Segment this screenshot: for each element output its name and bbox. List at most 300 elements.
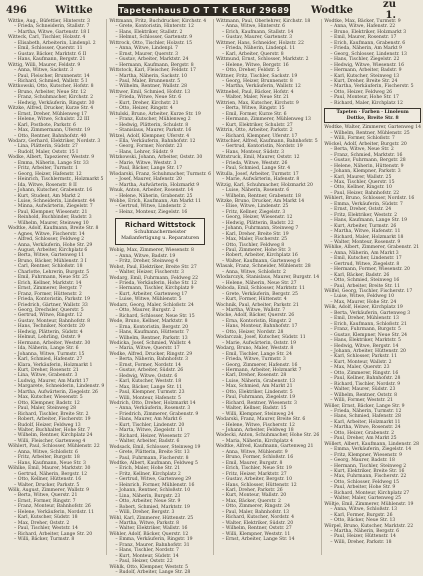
directory-entry: – Erich, Maler, Hohe Str. 21 <box>115 466 181 472</box>
directory-entry: Wöhlke, Emil, Maurer, Marktstr. 30 <box>8 466 91 472</box>
directory-entry: – Paul, Heizer, Hüttenstr. 14 <box>330 534 396 540</box>
directory-entry: Wöller, Ernst, Bäcker, Lange Str. 9 <box>324 403 405 409</box>
directory-entry: Wlodarski, Franz, Schuhmacher, Turmstr. 6 <box>109 171 211 177</box>
directory-entry: Witzke, Bruno, Drucker, Am Markt 14 <box>216 198 305 204</box>
directory-entry: – Frieda, Witwe, Weststr. 26 <box>222 160 288 166</box>
directory-entry: – Hermann, Tischler, Steinweg 2 <box>330 463 407 469</box>
ad-line-1: Schuhmachermeister <box>134 230 187 236</box>
directory-entry: – Hans, Tischler, Ziegelstr. 22 <box>330 57 400 63</box>
directory-entry: – Paul, Zimmerer, Hohe Str. 3 <box>222 248 291 254</box>
directory-entry: – Anna, Witwe, Schloßstr. 2 <box>222 269 286 275</box>
directory-entry: – Max, Tischler, Querstr. 15 <box>330 179 395 185</box>
directory-entry: – Hans, Monteur, Südstr. 3 <box>222 149 285 155</box>
directory-entry: – Wilhelm, Rentner, Wallstr. 28 <box>115 84 188 90</box>
directory-entry: – Gustav, Arbeiter, Bergstr. 10 <box>222 477 293 483</box>
boxed-advertisement <box>324 108 421 123</box>
directory-entry: – Hans, Schmied, Hafenstr. 28 <box>330 414 401 420</box>
directory-entry: – Max, Dreher, Oststr. 2 <box>14 520 70 526</box>
directory-entry: – Rudolf, Arbeiter, Lange Str. 28 <box>115 570 191 576</box>
column-2 <box>107 19 214 576</box>
directory-entry: Wodke, Alfred, Drucker, Ringstr. 29 <box>109 351 193 357</box>
directory-entry: Witteck, Carl, Tischler, Holzstr. 4 <box>8 35 86 41</box>
directory-entry: – Helene, Witwe, Bergstr. 16 <box>222 62 289 68</box>
directory-entry: – Willi, Dreher, Parkstr. 18 <box>330 539 392 545</box>
directory-entry: Wodarz, Georg, Maler, Schloßstr. 24 <box>109 302 194 308</box>
directory-entry: – Emma, Verkäuferin, Südstr. 7 <box>330 201 403 207</box>
directory-entry: – Otto, Zimmerer, Ringstr. 24 <box>222 504 291 510</box>
directory-entry: Wittstock, Karl, Fleischer, Feldstr. 17 <box>109 68 196 74</box>
directory-entry: – Georg, Heizer, Hafenstr. 12 <box>14 171 82 177</box>
directory-entry: – Paul, Klempner, Turmstr. 23 <box>115 390 185 396</box>
directory-entry: – Emil, Kutscher, Lindenstr. 17 <box>330 256 402 262</box>
directory-entry: Wittmund, Ernst, Schlosser, Marktstr. 2 <box>216 57 309 63</box>
directory-entry: – Hans, Elektriker, Stallstr. 2 <box>115 29 183 35</box>
directory-entry: – Marie, Aufwärterin, Hafenstr. 8 <box>222 177 300 183</box>
directory-entry: – Martha, Näherin, Sackstr. 10 <box>115 73 188 79</box>
directory-entry: – Georg, Maurer, Badstr. 18 <box>330 458 395 464</box>
directory-entry: – Frieda, Schneiderin, Stallstr. 7 <box>14 24 90 30</box>
directory-entry: – Max, Maler, Fischerstr. 25 <box>222 237 288 243</box>
directory-entry: – Anna, Witwe, Mühlenstr. 9 <box>222 449 288 455</box>
directory-entry: – Paul, Bäcker, Lange Str. 17 <box>115 166 183 172</box>
directory-entry: – Frieda, Kontoristin, Parkstr. 19 <box>14 297 91 303</box>
directory-entry: – Rudolf, Maler, Oststr. 15 I <box>14 149 78 155</box>
directory-entry: Wodke, Albert, Tapezierer, Weststr. 9 <box>8 155 95 161</box>
directory-entry: – Richard, Kutscher, Nordstr. 4 <box>222 515 295 521</box>
directory-entry: Wodarczak, Josef, Kutscher, Südstr. 11 <box>216 335 306 341</box>
directory-entry: – Berta, Witwe, Neue Str. 2 <box>330 147 394 153</box>
page-header <box>6 0 396 21</box>
banner-mid-text: D O T T K E <box>182 5 238 15</box>
directory-entry: – Martha, Witwe, Parkstr. 8 <box>115 520 180 526</box>
ad-line-2: Maßanfertigung u. Reparaturen <box>121 236 200 242</box>
directory-entry: – Anna, Witwe, Schloßstr. 13 <box>330 507 398 513</box>
directory-entry: – Richard, Monteur, Kirchplatz 27 <box>330 490 410 496</box>
directory-entry: Wölk, August, Zimmerer, Wallstr. 9 <box>8 487 90 493</box>
directory-entry: Wittrock, Otto, Tischler, Holzstr. 15 <box>109 40 193 46</box>
directory-entry: – Martha, Witwe, Rosenstr. 24 <box>330 425 401 431</box>
directory-entry: Wodarg, Bruno, Maler, Weststr. 8 <box>216 346 294 352</box>
directory-entry: – Helmut, Lehrling, Oststr. 9 <box>14 335 81 341</box>
directory-entry: – Heinrich, Tischlermstr., Holzmarkt 5 <box>14 177 104 183</box>
directory-entry: – Paul, Dreher, Am Markt 25 <box>330 436 397 442</box>
directory-entry: – Emil, Maurer, Rosenstr. 17 <box>330 35 397 41</box>
directory-entry: – Max, Zimmermann, Uferstr. 19 <box>14 128 91 134</box>
directory-entry: – Berta, Näherin, Bahnhofstr. 3 <box>115 357 189 363</box>
directory-entry: – Luise, Witwe, Feldweg 10 <box>330 294 394 300</box>
directory-entry: – Kurt, Elektriker, Breite Str. 16 <box>330 468 405 474</box>
directory-entry: – Marta, Witwe, Ziegelstr. 11 <box>115 428 183 434</box>
directory-entry: – Charlotte, Lehrerin, Burgstr. 5 <box>14 269 90 275</box>
directory-entry: – Otto, Schlosser, Feldweg 15 <box>330 479 400 485</box>
directory-entry: Wobig, Max, Zimmerer, Wiesenstr. 8 <box>109 248 194 254</box>
directory-entry: Wittmann, Paul, Oberlehrer, Kirchstr. 18 <box>216 19 311 24</box>
directory-entry: – Robert, Arbeiter, Kirchplatz 16 <box>222 253 298 259</box>
directory-entry: Wobbe, Erich, Kaufmann, Am Markt 11 <box>109 198 201 204</box>
directory-entry: – Hermann, Kaufmann, Bergstr. 8 <box>115 62 194 68</box>
directory-entry: – Friedrich, Zimmerer, Grabenstr. 9 <box>115 411 199 417</box>
directory-entry: – Martha, Verkäuferin, Fischerstr. 5 <box>330 84 414 90</box>
directory-entry: – Frieda, Witwe, Neue Str. 6 <box>115 95 182 101</box>
directory-entry: – Wilhelm, Rentner, Kirchplatz 24 <box>14 433 93 439</box>
directory-entry: – Willi, Monteur, Hafenstr. 5 <box>115 395 181 401</box>
directory-entry: – Otto, Klempner, Badstr. 12 <box>14 400 80 406</box>
column-4 <box>322 19 423 555</box>
directory-entry: Wodarg, Emil, Fuhrmann, Feldweg 22 <box>109 275 199 281</box>
directory-entry: – Lina, Plätterin, Südstr. 27 <box>14 144 78 150</box>
directory-entry: – Emma, Näherin, Lange Str. 33 <box>14 160 89 166</box>
display-advertisement <box>115 218 205 245</box>
directory-entry: Wittmann, Fritz, Buchdrucker, Kirchstr. 4 <box>109 19 207 24</box>
directory-entry: – Bruno, Elektriker, Holzmarkt 3 <box>330 29 407 35</box>
directory-entry: – Maria, Näherin, Kirchplatz 4 <box>222 438 293 444</box>
directory-entry: – Luise, Näherin, Grabenstr. 13 <box>222 378 296 384</box>
directory-entry: Wöhler, Adolf, Bäcker, Querstr. 12 <box>109 531 189 537</box>
directory-entry: Witzig, Karl, Schuhmacher, Holzmarkt 20 <box>216 182 313 188</box>
directory-entry: – Paul, Maler, Bahnhofstr. 13 <box>222 509 290 515</box>
directory-entry: – Marie, Witwe, Weststr. 3 <box>115 160 177 166</box>
directory-entry: – Hedwig, Witwe, Oststr. 6 <box>115 373 178 379</box>
directory-entry: – Max, Kutscher, Wiesenstr. 5 <box>14 395 83 401</box>
directory-entry: – Max, Fuhrmann, Fischerstr. 22 <box>330 474 407 480</box>
directory-entry: – Karl, Kutscher, Weststr. 18 <box>115 379 182 385</box>
directory-entry: – Hedwig, Witwe, Wiesenstr. 16 <box>330 62 405 68</box>
directory-entry: Wörpel, Bruno, Kutscher, Marktstr. 22 <box>324 523 414 529</box>
directory-entry: Wodrich, Otto, Dreher, Holzmarkt 14 <box>109 401 196 406</box>
directory-entry: – Anna, Witwe, Hafenstr. 22 <box>330 24 396 30</box>
directory-entry: – August, Arbeiter, Kirchplatz 6 <box>14 248 88 254</box>
directory-entry: – Paul, Schmied, Lange Str. 4 <box>222 166 291 172</box>
directory-entry: Wode, Bruno, Kellner, Marktstr. 8 <box>109 319 188 325</box>
directory-entry: Wittkowski, Otto, Kutscher, Hofstr. 8 <box>8 84 94 90</box>
directory-entry: – Paul, Fuhrmann, Fischerstr. 8 <box>115 455 189 461</box>
directory-entry: – Frieda, Witwe, Turmstr. 3 <box>222 357 286 363</box>
directory-entry: Wöltje, Emil, Zimmerer, Mühlenstr. 19 <box>324 501 414 507</box>
directory-entry: – Franz, Fuhrmann, Burgstr. 5 <box>330 327 401 333</box>
directory-entry: – Ida, Witwe, Rosenstr. 8 II <box>14 182 77 188</box>
directory-entry: – Walter, Maurer, Südstr. 23 <box>330 387 396 393</box>
directory-entry: – Fritz, Kellner, Ziegelstr. 3 <box>222 209 286 215</box>
directory-entry: – Wilhelm, Rentner, Mühlenstr. 25 <box>330 130 410 136</box>
directory-entry: – Gertrud, Witwe, Lindenstr. 2 <box>115 204 186 210</box>
directory-entry: Witzkowski, Johann, Arbeiter, Oststr. 30 <box>109 155 203 161</box>
directory-entry: Wodarz, Gerhard, Elektriker, Nordstr. 3 <box>8 138 101 144</box>
directory-entry: Witulla, Josef, Arbeiter, Turmstr. 17 <box>216 171 299 177</box>
directory-entry: – Otto, Heizer, Nordstr. 28 <box>222 329 284 335</box>
directory-entry: Wlasak, Franz, Schneider, Mühlenstr. 28 <box>216 264 311 270</box>
directory-entry: – Gustav, Arbeiter, Marktstr. 24 <box>115 57 189 63</box>
directory-entry: – Emil, Tischler, Lange Str. 24 <box>222 351 292 357</box>
directory-entry: – Paul, Heizer, Bahnhofstr. 22 <box>330 190 400 196</box>
directory-entry: – Anna, Verkäuferin, Hohe Str. 29 <box>14 242 93 248</box>
directory-entry: – Otto, Kellner, Ringstr. 10 <box>330 185 392 191</box>
directory-entry: – Margarete, Schneiderin, Lindenstr. 9 <box>14 384 105 390</box>
column-2-bottom-list <box>109 248 211 575</box>
directory-entry: – Georg, Schlosser, Lindenstr. 13 <box>330 51 407 57</box>
directory-entry: – Friedrich, Gärtner, Wallstr. 33 <box>14 302 88 308</box>
directory-entry: – Anna, Witwe, Badstr. 19 <box>115 253 176 259</box>
page-number-right: zu 1. <box>383 0 396 21</box>
directory-entry: – Ernst, Dreher, Oststr. 24 <box>330 207 392 213</box>
directory-entry: – Frieda, Näherin, Lindenpl. 11 <box>222 46 296 52</box>
directory-entry: – Richard, Schlosser, Neue Str. 15 <box>115 313 195 319</box>
directory-entry: – Hedwig, Witwe, Bergstr. 14 <box>330 343 399 349</box>
directory-entry: – Frieda, Verkäuferin, Hohe Str. 12 <box>115 281 197 287</box>
directory-entry: – Johann, Kutscher, Grabenstr. 16 <box>14 188 93 194</box>
directory-entry: Wölfel, Georg, Tischler, Fischerstr. 17 <box>324 289 413 295</box>
directory-entry: – Richard, Klempner, Uferstr. 17 <box>222 133 298 139</box>
directory-entry: – Robert, Schmied, Marktstr. 19 <box>115 504 190 510</box>
directory-entry: Wittke, Aug., Büfettier, Hinterstr. 3 <box>8 19 90 24</box>
directory-entry: – Emil, Dreher, Mühlenstr. 13 <box>330 316 399 322</box>
directory-entry: Wittwer, Emil, Schmied, Hofstr. 13 <box>109 89 191 95</box>
directory-entry: – Hermann, Tischler, Kirchplatz 9 <box>115 286 194 292</box>
directory-entry: – Richard, Maler, Kirchplatz 12 <box>330 100 403 106</box>
directory-entry: – Johann, Fuhrmann, Steinweg 7 <box>222 226 299 232</box>
directory-entry: – Anna, Witwe, Schloßstr. 6 <box>14 449 78 455</box>
directory-entry: – Josef, Maurer, Hafenstr. 20 <box>115 177 182 183</box>
directory-entry: – Bruno, Bäcker, Mühlenstr. 3 I <box>14 258 87 264</box>
directory-entry: – Paul, Arbeiter, Hohe Str. 9 <box>330 485 396 491</box>
directory-entry: – Berta, Witwe, Querstr. 21 <box>14 493 78 499</box>
directory-entry: – Hans, Techniker, Nordstr. 20 <box>14 324 85 330</box>
directory-entry: – Hedwig, Plätterin, Badstr. 22 <box>222 220 294 226</box>
directory-entry: – Willi, Bäcker, Turmstr. 8 <box>14 537 75 543</box>
directory-entry: Wittner, Fritz, Tischler, Sackstr. 19 <box>216 73 298 79</box>
directory-entry: – Walter, Arbeiter, Badstr. 6 <box>115 439 180 445</box>
directory-entry: Wodsack, Emil, Schlosser, Steinweg 19 <box>109 444 201 450</box>
directory-entry: – Franz, Monteur, Bahnhofstr. 26 <box>14 504 91 510</box>
directory-entry: – Otto, Dreher, Feldstr. 5 <box>222 68 280 74</box>
directory-entry: – Franz, Kutscher, Mühlenweg 2 <box>115 117 191 123</box>
directory-entry: – Gertrud, Kontoristin, Nordstr. 19 <box>222 144 303 150</box>
directory-entry: – Agnes, Witwe, Fischerstr. 14 <box>14 231 85 237</box>
directory-columns <box>6 19 421 576</box>
directory-entry: – Carl, Rentner, Schloßstr. 18 <box>14 264 83 270</box>
directory-entry: – Hans, Maurer, Am Markt 6 <box>115 417 182 423</box>
directory-entry: – Ludwig, Maurer, Am Markt 17 <box>14 378 89 384</box>
directory-entry: – Willi, Klempner, Steinweg 24 <box>222 411 294 417</box>
directory-entry: Wochnik, Paul, Arbeiter, Parkstr. 21 <box>216 302 299 308</box>
directory-entry: – Hans, Lehrer, Südstr. 9 <box>115 149 174 155</box>
directory-entry: – Georg, Heizer, Wiesenstr. 12 <box>222 215 293 221</box>
directory-entry: – Marie, Aufwärterin, Oststr. 19 <box>222 340 297 346</box>
directory-entry: – Fritz, Elektriker, Weststr. 2 <box>330 212 398 218</box>
directory-entry: – Otto, Schmied, Steinweg 16 <box>330 278 400 284</box>
running-head-left: Wittke <box>55 4 93 16</box>
column-4-bottom-list <box>324 125 421 545</box>
directory-entry: – Fritz, Arbeiter, Turmstr. 1 <box>14 166 78 172</box>
directory-entry: – Rudolf, Heizer, Feldweg 13 <box>14 422 81 428</box>
directory-entry: Wobst, Paul, Elektriker, Breite Str. 27 <box>109 264 197 270</box>
directory-entry: – Frieda, Näherin, Turmstr. 12 <box>330 409 402 414</box>
directory-entry: – Anna, Witwe, Lindenpl. 7 <box>115 46 178 52</box>
directory-entry: – Kurt, Dreher, Kirchstr. 21 <box>115 100 179 106</box>
directory-entry: Woboda, Emil, Schlosser, Marktstr. 11 <box>216 286 305 292</box>
directory-entry: – Georg, Zimmerer, Hafenstr. 16 <box>222 362 298 368</box>
directory-entry: – Hans, Kaufmann, Hüttenstr. 7 <box>115 330 189 336</box>
directory-entry: – Erich, Kellner, Marktstr. 14 <box>14 280 82 286</box>
directory-entry: – Max, Maler, Querstr. 23 <box>330 365 390 371</box>
directory-entry: – Otto, Zimmerer, Ringstr. 16 <box>330 370 399 376</box>
directory-entry: – Hans, Tischler, Nordstr. 7 <box>115 548 179 554</box>
directory-entry: – Richard, Tischler, Breite Str. 2 <box>14 411 89 417</box>
directory-entry: – Paul, Tischler, Weststr. 14 <box>14 526 78 532</box>
directory-entry: – Wilhelm, Rentner, Grabenstr. 18 <box>222 193 301 199</box>
directory-entry: Wöllert, Albert, Kaufmann, Lindenstr. 28 <box>324 441 419 447</box>
directory-entry: – Karl, Postbote, Parkstr. 6 <box>14 122 76 128</box>
directory-entry: – Gertrud, Witwe, Ringstr. 12 <box>14 313 83 319</box>
directory-entry: – Frieda, Näherin, Am Markt 9 <box>330 46 402 52</box>
directory-entry: – Johanna, Witwe, Turmstr. 15 <box>14 351 85 357</box>
directory-entry: – Elise, Witwe, Lindenstr. 25 <box>222 204 289 210</box>
directory-entry: – Hedwig, Plätterin, Südstr. 4 <box>14 329 83 335</box>
directory-entry: – Max, Bäcker, Querstr. 2 <box>222 498 281 504</box>
directory-entry: – Otto, Rentner, Bahnhofstr. 40 <box>14 133 87 139</box>
directory-entry: – Helmut, Schlosser, Gartenstr. 9 <box>115 35 193 41</box>
directory-entry: – Otto, Heizer, Grabenstr. 2 <box>330 430 395 436</box>
directory-entry: – Franz, Schuhmacher, Kirchstr. 2 <box>14 95 94 101</box>
directory-entry: – Otto, Heizer, Ringstr. 4 <box>115 106 173 112</box>
directory-entry: – Franz, Former, Hüttenstr. 2 <box>14 291 82 297</box>
directory-entry: – Paul, Fuhrmann, Ziegelstr. 19 <box>222 395 296 401</box>
directory-entry: – Anna, Witwe, Sackstr. 3 <box>14 68 74 74</box>
directory-entry: – Otto, Arbeiter, Neue Str. 9 <box>115 499 181 505</box>
directory-entry: – Paul, Fleischer, Brunnenstr. 14 <box>14 73 90 79</box>
directory-entry: – Anna, Verkäuferin, Rosenstr. 3 <box>115 406 191 412</box>
directory-entry: Wodicka, Josef, Schmied, Wallstr. 4 <box>109 341 191 347</box>
directory-entry: Wodtke, Albert, Kaufmann, Feldweg 5 <box>109 460 198 466</box>
directory-entry: – Erna, Kontoristin, Bergstr. 20 <box>115 324 189 330</box>
directory-entry: – Johann, Arbeiter, Feldweg 18 <box>222 427 294 433</box>
directory-entry: – Martha, Witwe, Gartenstr. 18 I <box>14 29 90 35</box>
directory-entry: – Otto, Maurer, Burgstr. 2 <box>115 308 176 314</box>
directory-entry: – Kurt, Student, Am Markt 2 <box>14 193 81 199</box>
directory-entry: – Otto, Elektriker, Lindenstr. 5 <box>222 389 293 395</box>
directory-entry: – Otto, Tischler, Feldweg 8 <box>222 242 285 248</box>
directory-entry: – Erna, Kontoristin, Ringstr. 2 <box>222 318 292 324</box>
directory-entry: Wölk, Adolf, Heizer, Kirchplatz 19 <box>324 305 403 311</box>
directory-entry: – Karl, Schlosser, Parkstr. 11 <box>330 354 397 360</box>
directory-entry: – Ernst, Former, Ringstr. 7 <box>14 498 76 504</box>
directory-entry: – Richard, Tischler, Nordstr. 9 <box>330 381 401 387</box>
directory-entry: – Richard, Maler, Holzmarkt 18 <box>330 234 404 240</box>
directory-entry: – Karl, Maurer, Wallstr. 25 <box>330 174 392 180</box>
directory-entry: Wöhlert, Bruno, Schlosser, Nordstr. 16 <box>324 196 415 202</box>
directory-entry: – Hedwig, Plätterin, Schulstr. 8 <box>115 122 189 128</box>
column-3 <box>214 19 322 555</box>
boxad-line-2: Dottke, Breite Str. 8 <box>346 115 399 121</box>
directory-entry: – Bruno, Former, Schloßstr. 16 <box>222 455 294 461</box>
directory-entry: – Max, Maurer, Hohe Str. 24 <box>330 299 397 305</box>
directory-entry: – Gustav, Monteur, Bahnhofstr. 8 <box>14 318 91 324</box>
directory-entry: Wöhlk, Otto, Klempner, Weststr. 5 <box>109 564 189 570</box>
directory-entry: – Ernst, Former, Nordstr. 14 <box>115 362 181 368</box>
directory-entry: – Karl, Arbeiter, Holzmarkt 11 <box>330 419 401 425</box>
directory-entry: – Karl, Kutscher, Steinweg 13 <box>330 73 400 79</box>
directory-entry: Wnuk, Anton, Arbeiter, Rosenstr. 14 <box>109 188 194 194</box>
directory-entry: – Ida, Näherin, Lange Str. 6 <box>14 346 79 352</box>
directory-entry: – Willi, Former, Weststr. 21 <box>330 398 393 404</box>
directory-entry: – Wilhelm, Rentner, Oststr. 8 <box>330 392 398 398</box>
directory-entry: – Gertrud, Witwe, Ziegelstr. 8 <box>330 261 400 267</box>
directory-entry: – Walter, Elektriker, Wallstr. 16 <box>115 526 188 532</box>
directory-entry: – Richard, Rentner, Wiesenstr. 3 <box>222 400 297 406</box>
banner-left-text: Tapetenhaus <box>118 5 182 15</box>
column-2-top-list <box>109 19 211 215</box>
directory-entry: – Grete, Plätterin, Breite Str. 13 <box>115 450 190 456</box>
directory-entry: – Gertrud, Näherin, Bergstr. 12 <box>14 471 88 477</box>
directory-entry: – Anna, Witwe, Hinterstr. 6 <box>222 24 286 30</box>
directory-entry: Wittrin, Otto, Arbeiter, Parkstr. 2 <box>216 128 293 134</box>
directory-entry: – Emil, Former, Kurze Str. 6 <box>222 111 287 117</box>
directory-entry: – Kurt, Monteur, Wallstr. 20 <box>222 493 287 499</box>
directory-entry: – Hans, Kaufmann, Lange Str. 19 <box>330 218 408 224</box>
directory-entry: – Max, Bäcker, Lange Str. 11 <box>115 384 183 390</box>
directory-entry: – Georg, Former, Nordstr. 23 <box>115 144 183 150</box>
directory-entry: – Erich, Kaufmann, Schloßstr. 21 <box>330 321 407 327</box>
directory-entry: – Ernst, Maurer, Querstr. 3 <box>115 51 179 57</box>
directory-entry: – Paul, Maler, Steinweg 28 <box>14 406 77 412</box>
directory-entry: – Helene, Näherin, Grabenstr. 25 <box>115 193 193 199</box>
directory-entry: – Ernst, Zimmerer, Bergstr. 7 <box>14 286 82 292</box>
directory-entry: – Alfred, Schlosser, Feldweg 2 <box>14 237 85 243</box>
directory-entry: – Karl, Dreher, Rosenstr. 28 <box>222 373 287 379</box>
directory-entry: – Paul, Arbeiter, Breite Str. 11 <box>330 283 401 289</box>
directory-entry: – Heinrich, Former, Mühlenstr. 16 <box>115 482 195 488</box>
directory-entry: – Helene, Witwe, Schulstr. 22 III <box>14 117 90 123</box>
directory-entry: – Walter, Kaufmann, Gartenweg 6 <box>222 258 301 264</box>
directory-entry: – Gustav, Bäcker, Marktstr. 6 II <box>14 51 87 57</box>
directory-entry: – Hermann, Former, Wiesenstr. 20 <box>330 267 410 273</box>
directory-entry: – Kurt, Arbeiter, Turmstr. 26 <box>330 223 397 229</box>
directory-entry: – Karl, Schmied, Hafenstr. 27 <box>14 357 83 363</box>
directory-entry: Wodarski, Franz, Maurer, Breite Str. 6 <box>216 417 306 423</box>
directory-entry: – Wilhelm, Maurer, Steinweg 10 <box>14 220 89 226</box>
directory-entry: – Kurt, Dreher, Breite Str. 24 <box>330 78 398 84</box>
directory-entry: – Hans, Elektriker, Marktstr. 5 <box>330 338 401 344</box>
directory-entry: – Fritz, Klempner, Wiesenstr. 9 <box>330 452 402 458</box>
directory-entry: – Minna, Aufwärterin, Ziegelstr. 7 <box>14 204 93 210</box>
directory-entry: – Fritz, Kellner, Kirchplatz 2 <box>115 471 181 477</box>
directory-entry: – Richard, Arbeiter, Lange Str. 20 <box>14 531 93 537</box>
directory-entry: – Gustav, Maurer, Gartenstr. 3 <box>222 35 293 41</box>
banner-right-text: Ruf 29689 <box>239 5 290 15</box>
directory-entry: – Maria, Witwe, Querstr. 17 <box>115 346 180 352</box>
directory-entry: – Lina, Witwe, Grabenstr. 3 <box>14 373 78 379</box>
directory-entry: – Franz, Maurer, Bahnhofstr. 31 <box>115 542 190 548</box>
directory-entry: – Martha, Aufwärterin, Ziegelstr. 26 <box>14 389 98 395</box>
directory-entry: – Emma, Verkäuferin, Ringstr. 19 <box>115 537 193 543</box>
directory-entry: – Wilhelm, Rentner, Parkstr. 13 <box>115 335 188 341</box>
directory-entry: Wodecki, Anton, Schuhmacher, Hohe Str. 26 <box>216 433 320 439</box>
directory-entry: – Fritz, Heizer, Marktstr. 27 <box>222 471 287 477</box>
directory-entry: Witulski, Bruno, Arbeiter, Kurze Str. 19 <box>109 111 201 117</box>
directory-entry: – Walter, Monteur, Rosenstr. 9 <box>330 239 401 245</box>
directory-entry: Wittrien, Max, Kutscher, Kirchstr. 9 <box>216 100 299 106</box>
directory-entry: – Gustav, Arbeiter, Südstr. 26 <box>115 368 184 374</box>
directory-entry: Wittmer, Hans, Schneider, Holzstr. 22 <box>216 40 304 46</box>
directory-entry: Wittstruck, Emil, Maurer, Oststr. 12 <box>216 155 300 161</box>
directory-entry: – Fritz, Dreher, Steinweg 4 <box>115 259 179 265</box>
directory-entry: – Walter, Kellner, Badstr. 15 <box>222 406 287 412</box>
directory-entry: – Hermann, Zimmerer, Mühlenweg 13 <box>222 117 311 123</box>
directory-entry: – Franz, Schmied, Marktstr. 16 <box>330 152 403 158</box>
directory-entry: Wittig, Willi, Maurer, Feldstr. 9 <box>8 62 81 68</box>
directory-entry: – Gustav, Fuhrmann, Bergstr. 28 <box>330 158 406 164</box>
directory-entry: – Hermann, Arbeiter, Holzmarkt 7 <box>222 368 302 373</box>
directory-entry: – Willi, Klempner, Weststr. 11 <box>222 531 291 537</box>
